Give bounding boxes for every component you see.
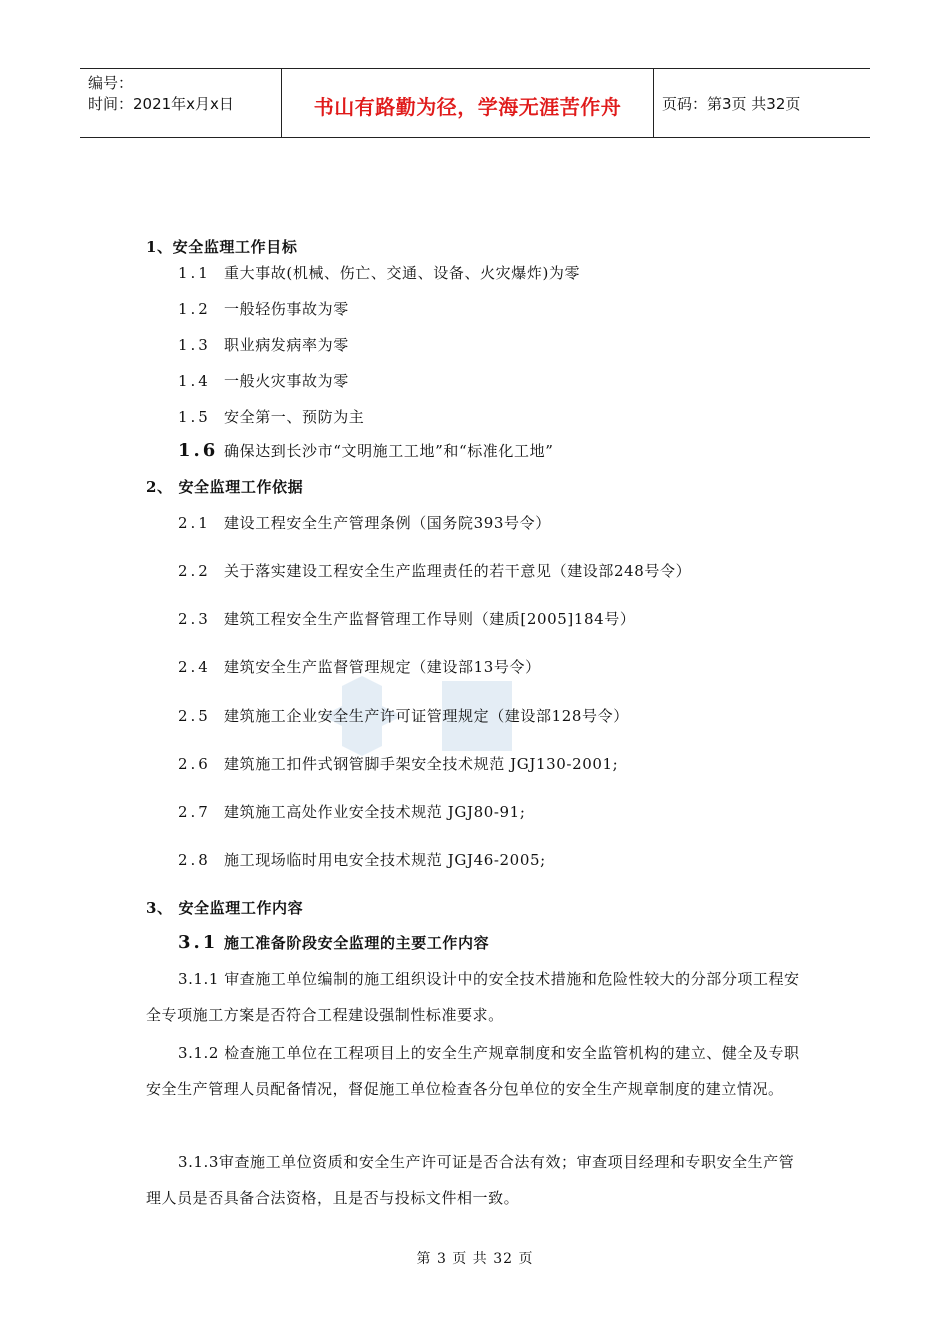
- item-number: 2.5: [178, 707, 211, 725]
- item-number: 1.2: [178, 300, 211, 318]
- item-text: 关于落实建设工程安全生产监理责任的若干意见（建设部248号令）: [224, 562, 692, 580]
- item-number: 2.4: [178, 658, 211, 676]
- item-text: 职业病发病率为零: [224, 336, 349, 354]
- item-number: 2.7: [178, 803, 211, 821]
- item-text: 建筑安全生产监督管理规定（建设部13号令）: [224, 658, 541, 676]
- item-text: 建设工程安全生产管理条例（国务院393号令）: [224, 514, 551, 532]
- section-2-title: 2、 安全监理工作依据: [146, 478, 304, 496]
- page-number: 页码：第3页 共32页: [662, 95, 801, 113]
- document-date: 时间：2021年x月x日: [88, 95, 234, 113]
- list-item: [178, 801, 525, 822]
- item-number: 2.3: [178, 610, 211, 628]
- subsection-number: 3.1: [178, 932, 219, 953]
- paragraph: 3.1.1 审查施工单位编制的施工组织设计中的安全技术措施和危险性较大的分部分项工程安全专项施工方案是否符合工程建设强制性标准要求。: [146, 970, 800, 1024]
- motto: 书山有路勤为径，学海无涯苦作舟: [313, 95, 622, 119]
- list-item: [178, 334, 349, 355]
- item-number: 2.6: [178, 755, 211, 773]
- item-number: 1.3: [178, 336, 211, 354]
- list-item: [178, 440, 553, 461]
- list-item: [178, 262, 580, 283]
- list-item: [178, 406, 364, 427]
- list-item: [178, 753, 618, 774]
- item-text: 一般轻伤事故为零: [224, 300, 349, 318]
- item-text: 建筑施工高处作业安全技术规范 JGJ80-91;: [224, 803, 526, 821]
- header-info-cell: [80, 69, 282, 137]
- list-item: [178, 608, 636, 629]
- list-item: [178, 849, 546, 870]
- item-number: 1.1: [178, 264, 211, 282]
- item-number: 1.5: [178, 408, 211, 426]
- header-motto-cell: [282, 69, 654, 137]
- header-page-cell: [654, 69, 870, 137]
- list-item: [178, 298, 349, 319]
- item-text: 确保达到长沙市“文明施工工地”和“标准化工地”: [224, 442, 554, 460]
- section-1-title: 1、安全监理工作目标: [146, 238, 298, 256]
- item-text: 建筑施工扣件式钢管脚手架安全技术规范 JGJ130-2001;: [224, 755, 619, 773]
- item-text: 一般火灾事故为零: [224, 372, 349, 390]
- item-text: 重大事故(机械、伤亡、交通、设备、火灾爆炸)为零: [224, 264, 581, 282]
- item-number: 2.8: [178, 851, 211, 869]
- subsection-text: 施工准备阶段安全监理的主要工作内容: [224, 934, 490, 952]
- document-code: 编号：: [88, 74, 134, 92]
- list-item: [178, 512, 551, 533]
- item-text: 施工现场临时用电安全技术规范 JGJ46-2005;: [224, 851, 546, 869]
- subsection-title: [178, 932, 489, 953]
- item-number: 2.2: [178, 562, 211, 580]
- list-item: [178, 370, 349, 391]
- item-number: 1.4: [178, 372, 211, 390]
- item-text: 建筑施工企业安全生产许可证管理规定（建设部128号令）: [224, 707, 629, 725]
- item-number: 2.1: [178, 514, 211, 532]
- paragraph: 3.1.3审查施工单位资质和安全生产许可证是否合法有效；审查项目经理和专职安全生产管理人员是否具备合法资格，且是否与投标文件相一致。: [146, 1153, 795, 1207]
- paragraph: 3.1.2 检查施工单位在工程项目上的安全生产规章制度和安全监管机构的建立、健全及专职安全生产管理人员配备情况，督促施工单位检查各分包单位的安全生产规章制度的建立情况。: [146, 1044, 800, 1098]
- item-text: 安全第一、预防为主: [224, 408, 365, 426]
- list-item: [178, 705, 629, 726]
- item-text: 建筑工程安全生产监督管理工作导则（建质[2005]184号）: [224, 610, 636, 628]
- item-number: 1.6: [178, 440, 219, 461]
- page-header: [80, 68, 870, 138]
- list-item: [178, 656, 541, 677]
- list-item: [178, 560, 691, 581]
- section-3-title: 3、 安全监理工作内容: [146, 899, 304, 917]
- page-footer: 第 3 页 共 32 页: [416, 1251, 534, 1267]
